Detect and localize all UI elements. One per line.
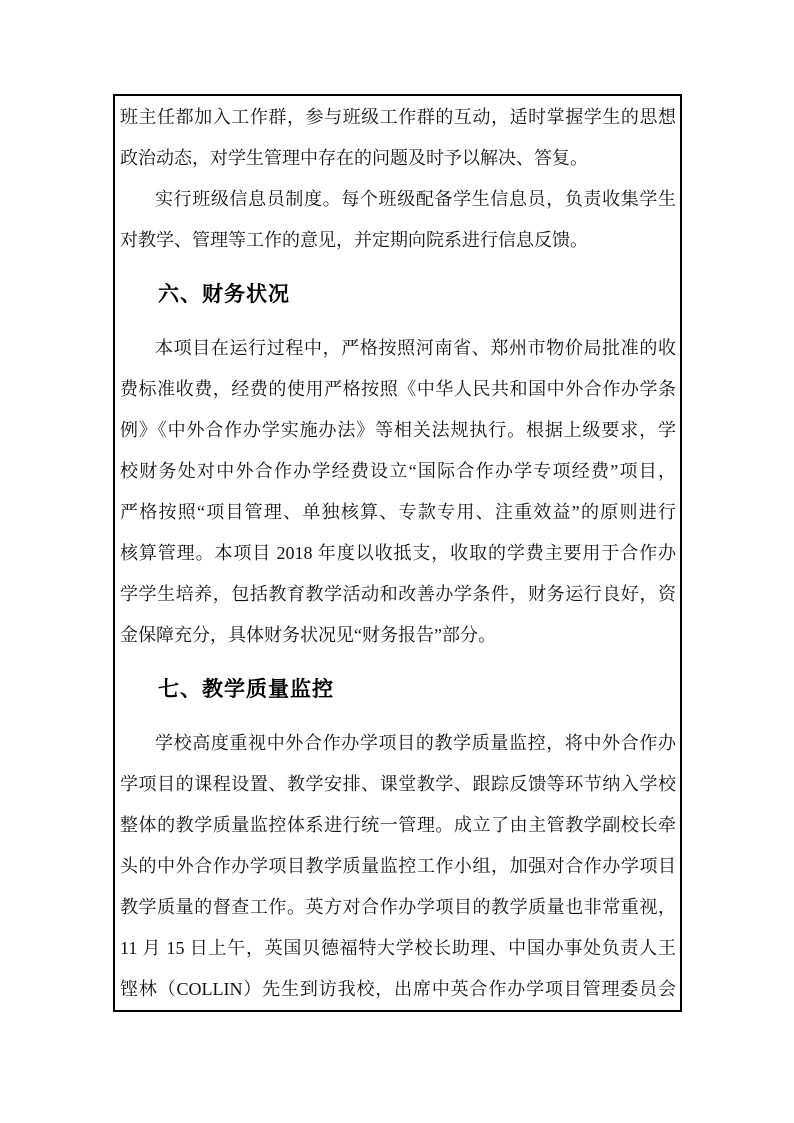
text-line: 政治动态，对学生管理中存在的问题及时予以解决、答复。: [120, 148, 588, 168]
text-line: 本项目在运行过程中，严格按照河南省、郑州市物价局批准的收: [155, 338, 676, 358]
text-line: 教学质量的督查工作。英方对合作办学项目的教学质量也非常重视，: [120, 897, 676, 917]
text-line: 学校高度重视中外合作办学项目的教学质量监控，将中外合作办: [155, 733, 676, 753]
text-line: 对教学、管理等工作的意见，并定期向院系进行信息反馈。: [120, 230, 588, 250]
text-line: 金保障充分，具体财务状况见“财务报告”部分。: [120, 625, 496, 645]
text-line: 严格按照“项目管理、单独核算、专款专用、注重效益”的原则进行: [120, 502, 676, 522]
text-line: 实行班级信息员制度。每个班级配备学生信息员，负责收集学生: [155, 189, 676, 209]
text-line: 核算管理。本项目 2018 年度以收抵支，收取的学费主要用于合作办: [120, 543, 676, 563]
text-line: 学项目的课程设置、教学安排、课堂教学、跟踪反馈等环节纳入学校: [120, 774, 676, 794]
text-line: 校财务处对中外合作办学经费设立“国际合作办学专项经费”项目，: [120, 461, 676, 481]
text-line: 11 月 15 日上午，英国贝德福特大学校长助理、中国办事处负责人王: [120, 938, 676, 958]
text-line: 费标准收费，经费的使用严格按照《中华人民共和国中外合作办学条: [120, 379, 676, 399]
section-heading: 六、财务状况: [158, 283, 290, 306]
document-border-frame: [113, 94, 682, 1012]
text-line: 例》《中外合作办学实施办法》等相关法规执行。根据上级要求，学: [120, 420, 676, 440]
text-line: 铿林（COLLIN）先生到访我校，出席中英合作办学项目管理委员会: [120, 979, 676, 999]
text-line: 整体的教学质量监控体系进行统一管理。成立了由主管教学副校长牵: [120, 815, 676, 835]
text-line: 学学生培养，包括教育教学活动和改善办学条件，财务运行良好，资: [120, 584, 676, 604]
section-heading: 七、教学质量监控: [158, 678, 334, 701]
text-line: 班主任都加入工作群，参与班级工作群的互动，适时掌握学生的思想: [120, 107, 676, 127]
document-content: [120, 97, 676, 1010]
text-line: 头的中外合作办学项目教学质量监控工作小组，加强对合作办学项目: [120, 856, 676, 876]
